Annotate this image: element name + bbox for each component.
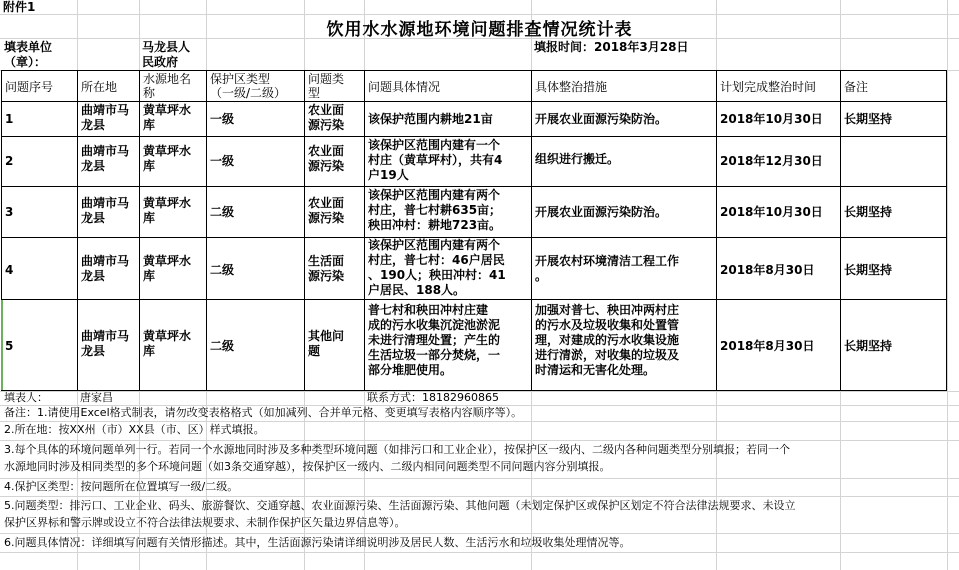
cell-seq: 2	[5, 154, 14, 168]
cell-type: 农业面 源污染	[308, 196, 345, 225]
cell-location: 曲靖市马 龙县	[81, 254, 130, 283]
cell-seq: 1	[5, 112, 14, 126]
cell-measures: 加强对普七、秧田冲两村庄 的污水及垃圾收集和处置管 理，对建成的污水收集设施 进行清淤，对收集的垃圾及 时清运和无害化处理。	[535, 303, 680, 377]
problem-table	[1, 70, 947, 391]
cell-measures: 开展农村环境清洁工程工作 。	[535, 254, 680, 283]
header-source: 水源地名 称	[143, 72, 192, 100]
cell-measures: 开展农业面源污染防治。	[535, 205, 668, 219]
note-2: 2.所在地：按XX州（市）XX县（市、区）样式填报。	[4, 423, 265, 436]
cell-remark: 长期坚持	[844, 263, 893, 277]
cell-source: 黄草坪水 库	[143, 144, 192, 173]
cell-zone: 二级	[210, 205, 235, 219]
cell-deadline: 2018年10月30日	[720, 112, 823, 126]
cell-remark: 长期坚持	[844, 339, 893, 353]
attachment-label: 附件1	[3, 0, 36, 14]
note-4: 4.保护区类型：按问题所在位置填写一级/二级。	[4, 480, 239, 493]
cell-type: 农业面 源污染	[308, 144, 345, 173]
cell-source: 黄草坪水 库	[143, 254, 192, 283]
cell-detail: 该保护区范围内建有一个 村庄（黄草坪村），共有4 户19人	[368, 138, 503, 182]
header-seq: 问题序号	[5, 80, 54, 94]
header-type: 问题类 型	[308, 72, 345, 100]
note-5: 5.问题类型：排污口、工业企业、码头、旅游餐饮、交通穿越、农业面源污染、生活面源污染、其他问题（未划定保护区或保护区划定不符合法律法规要求、未设立 保护区界标和警示牌或设立不符合法律法规要求、未制作保护区矢量边界信息等）。	[4, 499, 796, 529]
unit-value: 马龙县人 民政府	[142, 40, 191, 69]
header-deadline: 计划完成整治时间	[720, 80, 817, 94]
header-location: 所在地	[81, 80, 118, 94]
cell-detail: 该保护范围内耕地21亩	[368, 112, 493, 126]
cell-zone: 二级	[210, 263, 235, 277]
cell-remark: 长期坚持	[844, 112, 893, 126]
note-6: 6.问题具体情况：详细填写问题有关情形描述。其中，生活面源污染请详细说明涉及居民人数、生活污水和垃圾收集处理情况等。	[4, 536, 631, 549]
cell-location: 曲靖市马 龙县	[81, 144, 130, 173]
cell-deadline: 2018年8月30日	[720, 339, 815, 353]
cell-seq: 4	[5, 263, 14, 277]
header-measures: 具体整治措施	[535, 80, 608, 94]
cell-detail: 该保护区范围内建有两个 村庄，普七村耕635亩； 秧田冲村：耕地723亩。	[368, 188, 502, 232]
cell-seq: 5	[5, 339, 14, 353]
cell-zone: 一级	[210, 112, 235, 126]
note-1: 备注：1.请使用Excel格式制表，请勿改变表格格式（如加减列、合并单元格、变更填写表格内容顺序等）。	[4, 406, 523, 419]
cell-detail: 普七村和秧田冲村庄建 成的污水收集沉淀池淤泥 未进行清理处置；产生的 生活垃圾一部分焚烧，一 部分堆肥使用。	[368, 303, 501, 377]
header-detail: 问题具体情况	[368, 80, 441, 94]
cell-source: 黄草坪水 库	[143, 196, 192, 225]
contact-info: 联系方式：18182960865	[367, 391, 499, 404]
cell-type: 生活面 源污染	[308, 254, 345, 283]
cell-location: 曲靖市马 龙县	[81, 329, 130, 358]
cell-source: 黄草坪水 库	[143, 329, 192, 358]
header-remark: 备注	[844, 80, 869, 94]
cell-type: 农业面 源污染	[308, 103, 345, 132]
cell-remark: 长期坚持	[844, 205, 893, 219]
filler-label: 填表人：	[4, 391, 48, 404]
note-3: 3.每个具体的环境问题单列一行。若同一个水源地同时涉及多种类型环境问题（如排污口和工业企业），按保护区一级内、二级内各种问题类型分别填报；若同一个 水源地同时涉及相同类型的多个环境问题（如3条交通穿越），按保护区一级内、二级内相同问题类型不同问题内容分别填报。	[4, 443, 790, 473]
cell-deadline: 2018年12月30日	[720, 154, 823, 168]
cell-source: 黄草坪水 库	[143, 103, 192, 132]
unit-label: 填表单位 （章）：	[4, 40, 53, 69]
cell-deadline: 2018年10月30日	[720, 205, 823, 219]
cell-deadline: 2018年8月30日	[720, 263, 815, 277]
filler-name: 唐家昌	[80, 391, 113, 404]
cell-zone: 一级	[210, 154, 235, 168]
cell-location: 曲靖市马 龙县	[81, 196, 130, 225]
cell-detail: 该保护区范围内建有两个 村庄，普七村：46户居民 、190人；秧田冲村：41 户居民、188人。	[368, 238, 506, 297]
cell-selection-edge	[1, 300, 3, 390]
report-time: 填报时间：2018年3月28日	[534, 40, 689, 54]
page-title: 饮用水水源地环境问题排查情况统计表	[326, 20, 633, 40]
cell-location: 曲靖市马 龙县	[81, 103, 130, 132]
header-zone: 保护区类型 （一级/二级）	[210, 72, 287, 100]
cell-zone: 二级	[210, 339, 235, 353]
cell-seq: 3	[5, 205, 14, 219]
cell-type: 其他问 题	[308, 329, 345, 358]
cell-measures: 开展农业面源污染防治。	[535, 112, 668, 126]
cell-measures: 组织进行搬迁。	[535, 152, 620, 166]
